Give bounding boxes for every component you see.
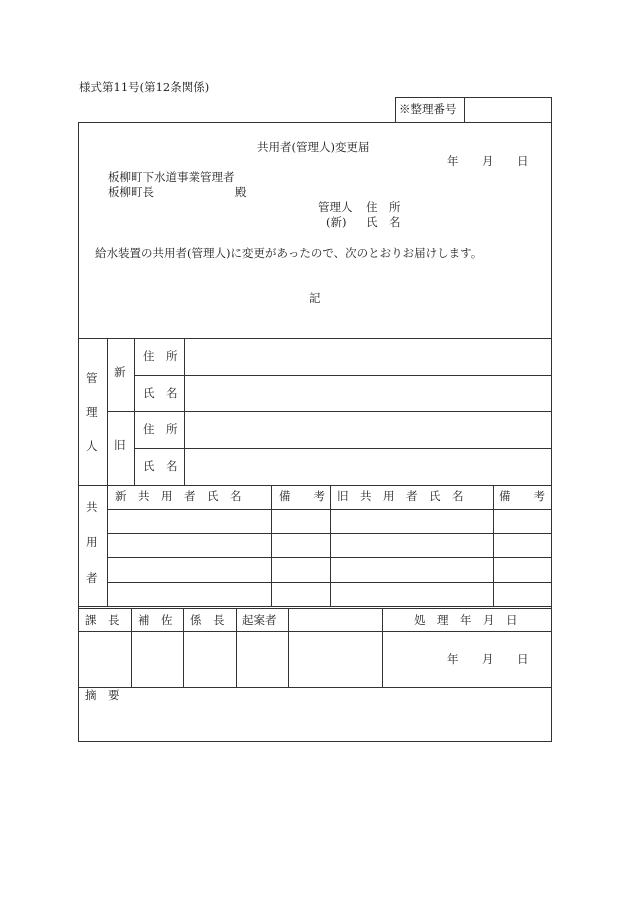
approval-divider2 — [183, 608, 184, 687]
old-sharer-name-header: 旧 共 用 者 氏 名 — [337, 489, 464, 503]
applicant-new-label: (新) — [326, 215, 347, 229]
manager-old-name-field[interactable] — [186, 450, 550, 483]
applicant-name-label: 氏 名 — [366, 215, 401, 229]
approval-header-line — [78, 631, 552, 632]
summary-label: 摘 要 — [85, 688, 120, 702]
reference-divider — [464, 97, 465, 123]
summary-field[interactable] — [80, 702, 550, 740]
remarks-header-2: 備 考 — [499, 489, 545, 503]
sharers-label-char3: 者 — [86, 571, 98, 585]
processing-year: 年 — [447, 652, 459, 666]
sharers-row-line2 — [107, 557, 552, 558]
manager-new-address-field[interactable] — [186, 340, 550, 373]
sharers-row-line3 — [107, 582, 552, 583]
processing-date-label: 処 理 年 月 日 — [414, 613, 518, 627]
sharers-label-divider — [107, 485, 108, 607]
approval-divider5 — [382, 608, 383, 687]
approval-divider3 — [236, 608, 237, 687]
sharers-col-divider3 — [493, 485, 494, 607]
manager-old-address-label: 住 所 — [143, 422, 178, 436]
manager-new-name-label: 氏 名 — [143, 386, 178, 400]
date-month: 月 — [482, 154, 494, 168]
date-year: 年 — [447, 154, 459, 168]
approval-divider4 — [288, 608, 289, 687]
manager-old-label: 旧 — [114, 438, 126, 452]
form-number: 様式第11号(第12条関係) — [79, 80, 210, 94]
manager-old-name-label: 氏 名 — [143, 459, 178, 473]
sharers-col-divider2 — [330, 485, 331, 607]
form-title: 共用者(管理人)変更届 — [257, 140, 370, 154]
reference-number-label: ※整理番号 — [399, 102, 457, 116]
sharers-label-char2: 用 — [86, 535, 98, 549]
sharers-label-char1: 共 — [86, 500, 98, 514]
new-sharer-name-header: 新 共 用 者 氏 名 — [115, 489, 242, 503]
manager-new-address-label: 住 所 — [143, 349, 178, 363]
manager-label-char2: 理 — [86, 405, 98, 419]
manager-new-label: 新 — [114, 365, 126, 379]
sharers-row-line1 — [107, 533, 552, 534]
remarks-header: 備 考 — [279, 489, 325, 503]
chief-label: 係 長 — [190, 613, 225, 627]
manager-new-old-line — [107, 411, 552, 412]
sharers-top-line — [78, 485, 552, 486]
statement-text: 給水装置の共用者(管理人)に変更があったので、次のとおりお届けします。 — [95, 246, 483, 260]
deputy-label: 補 佐 — [138, 613, 173, 627]
note-mark: 記 — [309, 291, 321, 305]
date-day: 日 — [517, 154, 529, 168]
applicant-address-label: 住 所 — [366, 200, 401, 214]
manager-row3-line — [134, 448, 552, 449]
addressee-line2: 板柳町長 — [108, 185, 154, 199]
manager-old-address-field[interactable] — [186, 413, 550, 446]
manager-top-line — [78, 338, 552, 339]
summary-top-line — [78, 687, 552, 688]
reference-number-field[interactable] — [466, 99, 550, 121]
sharers-col-divider1 — [271, 485, 272, 607]
manager-new-name-field[interactable] — [186, 377, 550, 409]
sharers-bottom-line — [78, 606, 552, 607]
approval-top-line — [78, 608, 552, 609]
addressee-line1: 板柳町下水道事業管理者 — [108, 170, 235, 184]
applicant-role: 管理人 — [318, 200, 353, 214]
manager-label-char3: 人 — [86, 439, 98, 453]
addressee-honorific: 殿 — [235, 185, 247, 199]
approval-divider1 — [131, 608, 132, 687]
processing-month: 月 — [482, 652, 494, 666]
drafter-label: 起案者 — [242, 613, 277, 627]
section-chief-label: 課 長 — [85, 613, 120, 627]
manager-label-char1: 管 — [86, 371, 98, 385]
manager-row1-line — [134, 375, 552, 376]
sharers-header-line — [107, 509, 552, 510]
processing-day: 日 — [517, 652, 529, 666]
